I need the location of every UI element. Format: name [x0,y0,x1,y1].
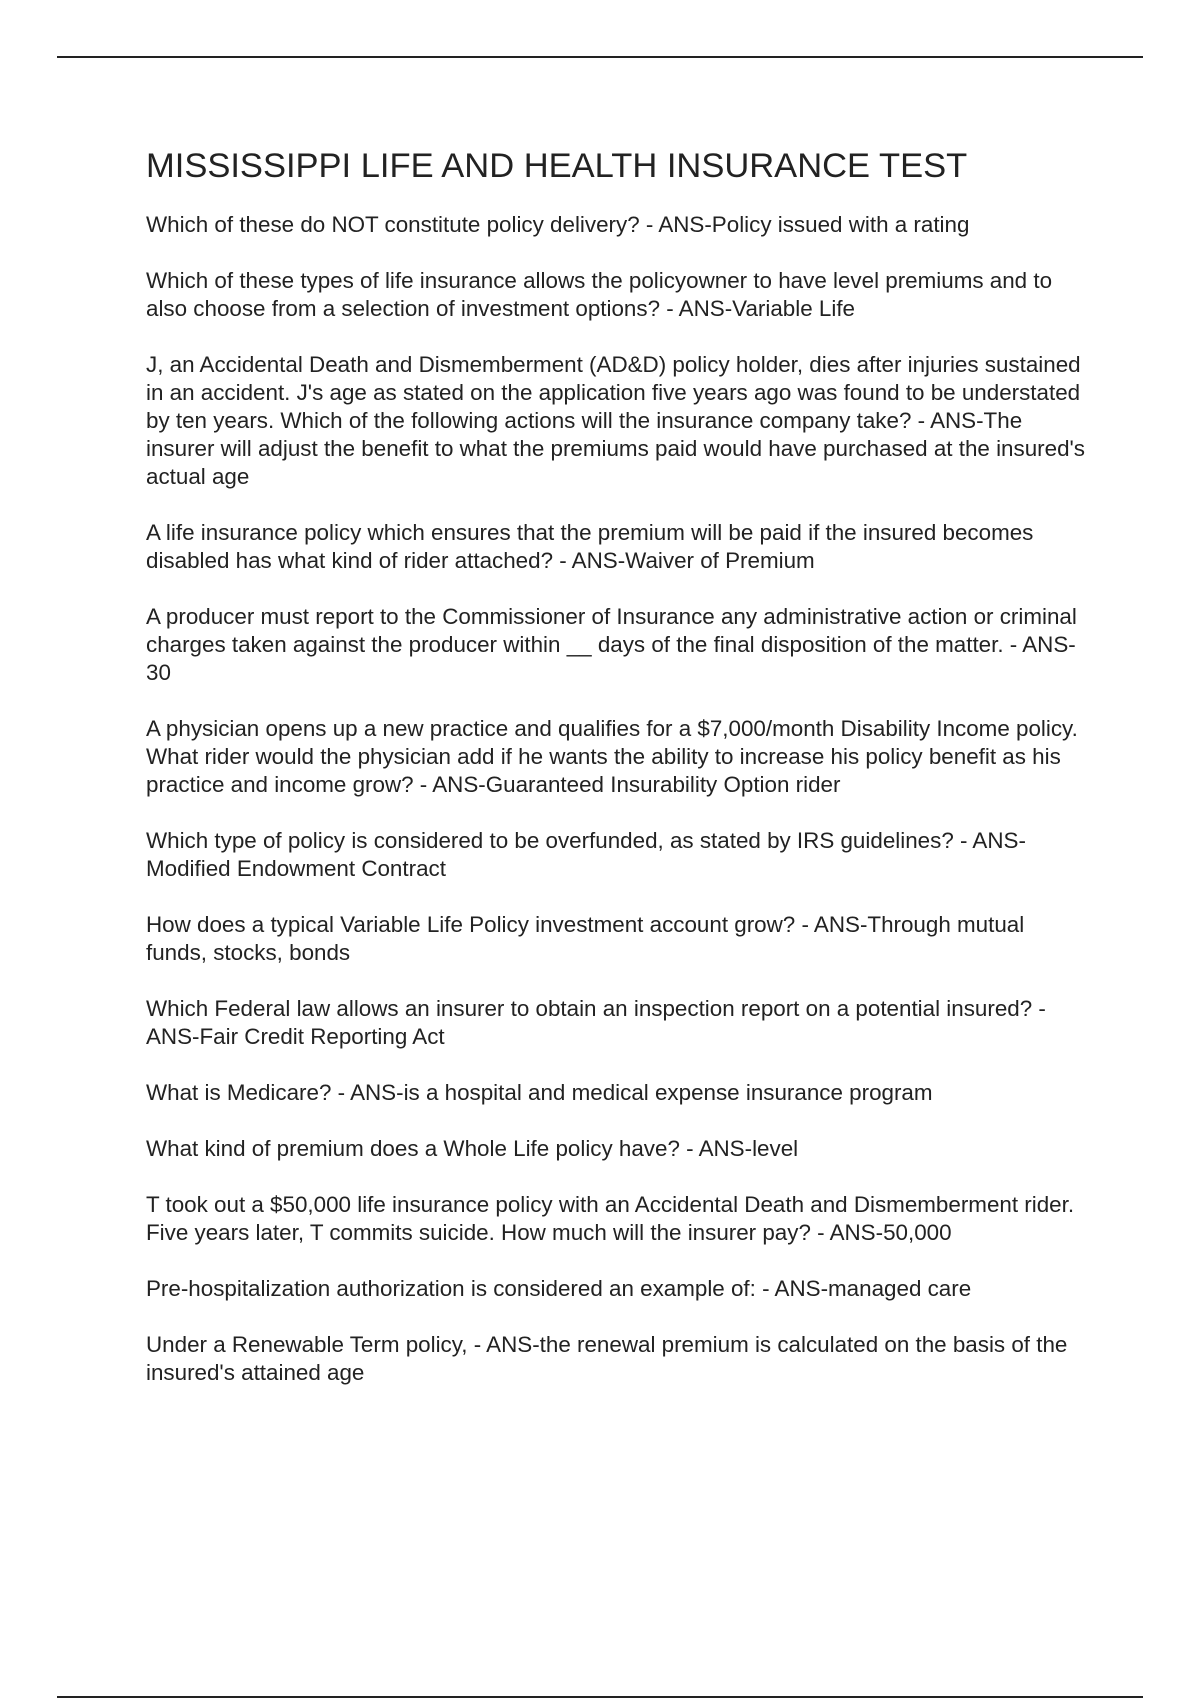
document-body [146,142,1090,1415]
qa-item: What is Medicare? - ANS-is a hospital and medical expense insurance program [146,1080,933,1105]
qa-item: J, an Accidental Death and Dismemberment (AD&D) policy holder, dies after injuries sustained in an accident. J's age as stated on the application five years ago was found to be understated by ten years. Which of the following actions will the insurance company take? - ANS-The insurer will adjust the benefit to what the premiums paid would have purchased at the insured's actual age [146,352,1085,489]
qa-item: T took out a $50,000 life insurance policy with an Accidental Death and Dismemberment rider. Five years later, T commits suicide. How much will the insurer pay? - ANS-50,000 [146,1192,1075,1245]
qa-item: A physician opens up a new practice and qualifies for a $7,000/month Disability Income policy. What rider would the physician add if he wants the ability to increase his policy benefit as his practice and income grow? - ANS-Guaranteed Insurability Option rider [146,716,1078,797]
page-title: MISSISSIPPI LIFE AND HEALTH INSURANCE TEST [146,147,968,185]
qa-item: Which of these do NOT constitute policy delivery? - ANS-Policy issued with a rating [146,212,970,237]
qa-item: A life insurance policy which ensures that the premium will be paid if the insured becomes disabled has what kind of rider attached? - ANS-Waiver of Premium [146,520,1034,573]
qa-item: What kind of premium does a Whole Life policy have? - ANS-level [146,1136,799,1161]
qa-item: Which Federal law allows an insurer to obtain an inspection report on a potential insured? - ANS-Fair Credit Reporting Act [146,996,1046,1049]
qa-list [146,211,1090,1387]
qa-item: Pre-hospitalization authorization is considered an example of: - ANS-managed care [146,1276,972,1301]
qa-item: Under a Renewable Term policy, - ANS-the renewal premium is calculated on the basis of the insured's attained age [146,1332,1068,1385]
qa-item: Which type of policy is considered to be overfunded, as stated by IRS guidelines? - ANS-Modified Endowment Contract [146,828,1026,881]
top-divider [57,56,1143,58]
bottom-divider [57,1696,1143,1698]
qa-item: Which of these types of life insurance allows the policyowner to have level premiums and to also choose from a selection of investment options? - ANS-Variable Life [146,268,1053,321]
qa-item: A producer must report to the Commissioner of Insurance any administrative action or criminal charges taken against the producer within __ days of the final disposition of the matter. - ANS-30 [146,604,1077,685]
qa-item: How does a typical Variable Life Policy investment account grow? - ANS-Through mutual funds, stocks, bonds [146,912,1025,965]
